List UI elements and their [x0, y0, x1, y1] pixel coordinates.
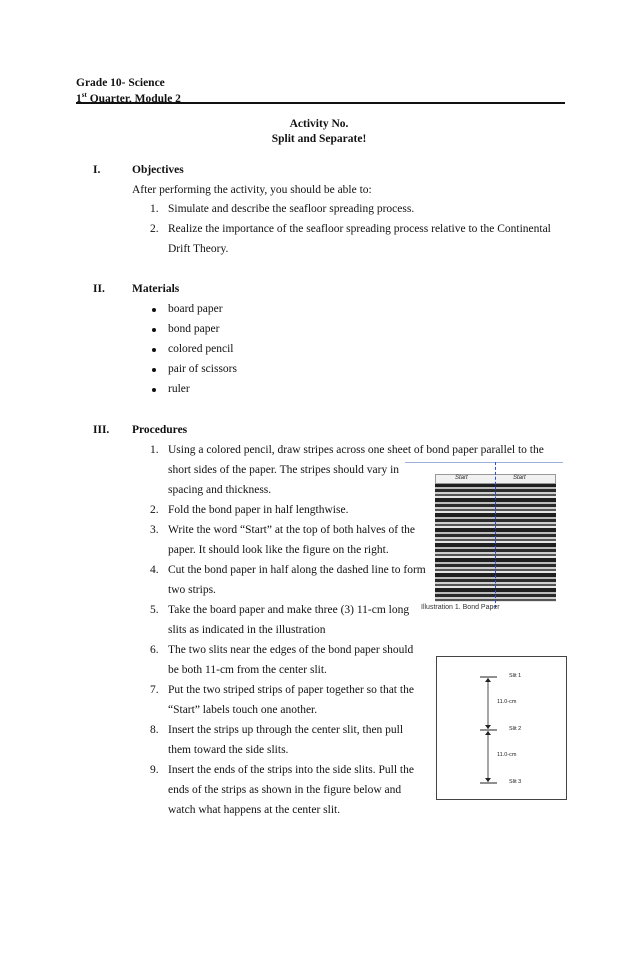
procedure-number: 4.: [150, 564, 159, 576]
dashed-cut-line: [495, 462, 496, 608]
objective-text: Drift Theory.: [168, 243, 229, 255]
start-label-right: Start: [513, 475, 526, 481]
material-item: pair of scissors: [168, 363, 237, 375]
procedure-number: 2.: [150, 504, 159, 516]
material-item: board paper: [168, 303, 223, 315]
procedure-text: Fold the bond paper in half lengthwise.: [168, 504, 349, 516]
slits-diagram-svg: [437, 657, 566, 799]
procedure-number: 7.: [150, 684, 159, 696]
procedure-text: be both 11-cm from the center slit.: [168, 664, 327, 676]
header-divider: [76, 102, 565, 104]
procedure-text: short sides of the paper. The stripes should vary in: [168, 464, 400, 476]
header-quarter: 1st Quarter, Module 2: [76, 91, 181, 105]
section-heading-materials: Materials: [132, 283, 180, 295]
procedure-number: 9.: [150, 764, 159, 776]
activity-number: Activity No.: [289, 118, 349, 130]
bullet-icon: [152, 368, 156, 372]
procedure-text: Insert the strips up through the center slit, then pull: [168, 724, 404, 736]
distance-label: 11.0-cm: [497, 752, 517, 758]
section-numeral-procedures: III.: [93, 424, 110, 436]
procedure-number: 6.: [150, 644, 159, 656]
objective-number: 1.: [150, 203, 159, 215]
section-heading-procedures: Procedures: [132, 424, 188, 436]
procedure-text: Cut the bond paper in half along the dashed line to form: [168, 564, 426, 576]
procedure-number: 3.: [150, 524, 159, 536]
procedure-text: paper. It should look like the figure on the right.: [168, 544, 389, 556]
header-grade: Grade 10- Science: [76, 77, 165, 89]
procedure-number: 1.: [150, 444, 159, 456]
arrow-up-icon: [485, 731, 491, 735]
material-item: colored pencil: [168, 343, 234, 355]
material-item: ruler: [168, 383, 190, 395]
slit-label: Slit 1: [509, 673, 522, 679]
bullet-icon: [152, 328, 156, 332]
bond-paper-illustration: [405, 462, 563, 624]
procedure-text: spacing and thickness.: [168, 484, 272, 496]
arrow-down-icon: [485, 778, 491, 782]
section-numeral-materials: II.: [93, 283, 105, 295]
bullet-icon: [152, 348, 156, 352]
objectives-intro: After performing the activity, you should be able to:: [132, 184, 372, 196]
procedure-text: Insert the ends of the strips into the side slits. Pull the: [168, 764, 414, 776]
procedure-text: Put the two striped strips of paper together so that the: [168, 684, 414, 696]
distance-label: 11.0-cm: [497, 699, 517, 705]
procedure-text: slits as indicated in the illustration: [168, 624, 326, 636]
activity-title: Split and Separate!: [271, 133, 367, 145]
procedure-number: 8.: [150, 724, 159, 736]
slit-label: Slit 2: [509, 726, 522, 732]
material-item: bond paper: [168, 323, 220, 335]
procedure-number: 5.: [150, 604, 159, 616]
procedure-text: watch what happens at the center slit.: [168, 804, 341, 816]
slits-illustration: [436, 656, 567, 800]
section-numeral-objectives: I.: [93, 164, 101, 176]
procedure-text: Using a colored pencil, draw stripes across one sheet of bond paper parallel to the: [168, 444, 544, 456]
procedure-text: two strips.: [168, 584, 216, 596]
section-heading-objectives: Objectives: [132, 164, 184, 176]
arrow-down-icon: [485, 725, 491, 729]
procedure-text: “Start” labels touch one another.: [168, 704, 318, 716]
bullet-icon: [152, 308, 156, 312]
objective-number: 2.: [150, 223, 159, 235]
procedure-text: The two slits near the edges of the bond paper should: [168, 644, 414, 656]
procedure-text: Take the board paper and make three (3) 11-cm long: [168, 604, 410, 616]
slit-label: Slit 3: [509, 779, 522, 785]
procedure-text: ends of the strips as shown in the figure below and: [168, 784, 402, 796]
illustration-caption: Illustration 1. Bond Paper: [421, 604, 500, 611]
start-label-left: Start: [455, 475, 468, 481]
procedure-text: Write the word “Start” at the top of both halves of the: [168, 524, 416, 536]
procedure-text: them toward the side slits.: [168, 744, 289, 756]
arrow-up-icon: [485, 678, 491, 682]
objective-text: Simulate and describe the seafloor spreading process.: [168, 203, 415, 215]
objective-text: Realize the importance of the seafloor spreading process relative to the Continental: [168, 223, 551, 235]
bullet-icon: [152, 388, 156, 392]
